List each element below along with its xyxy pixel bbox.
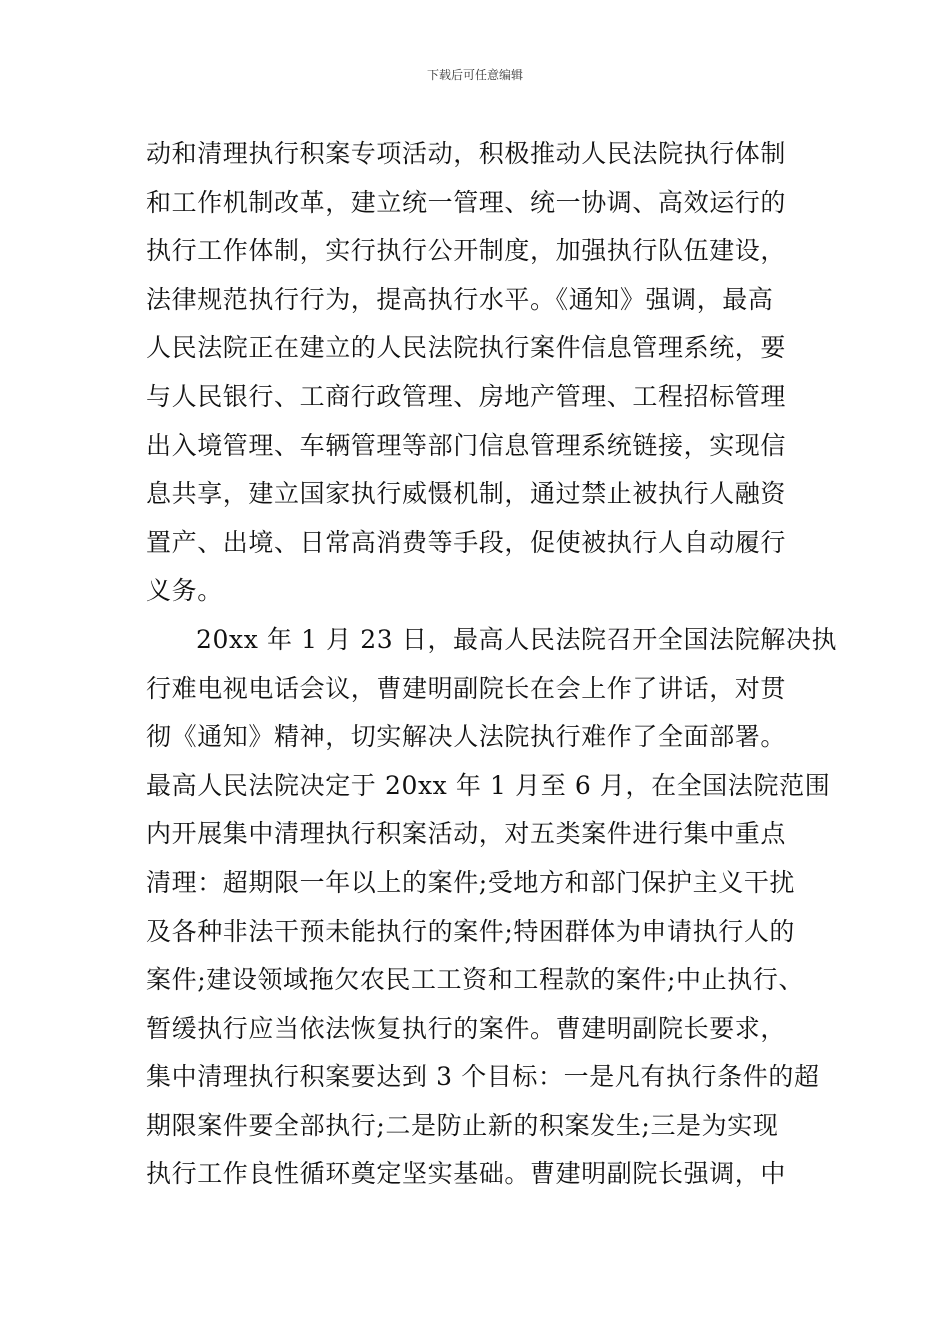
text-line: 及各种非法干预未能执行的案件;特困群体为申请执行人的 <box>146 916 796 946</box>
text-line: 法律规范执行行为，提高执行水平。《通知》强调，最高 <box>146 284 774 314</box>
text-line: 和工作机制改革，建立统一管理、统一协调、高效运行的 <box>146 187 787 217</box>
text-line: 与人民银行、工商行政管理、房地产管理、工程招标管理 <box>146 381 787 411</box>
text-line: 暂缓执行应当依法恢复执行的案件。曹建明副院长要求， <box>146 1013 787 1043</box>
text-line: 动和清理执行积案专项活动，积极推动人民法院执行体制 <box>146 139 787 168</box>
text-line: 案件;建设领域拖欠农民工工资和工程款的案件;中止执行、 <box>146 965 805 995</box>
text-line: 义务。 <box>146 576 223 606</box>
text-line: 期限案件要全部执行;二是防止新的积案发生;三是为实现 <box>146 1110 779 1140</box>
text-line: 出入境管理、车辆管理等部门信息管理系统链接，实现信 <box>146 430 787 460</box>
text-line: 清理：超期限一年以上的案件;受地方和部门保护主义干扰 <box>146 867 796 897</box>
page-header: 下载后可任意编辑 <box>426 68 523 82</box>
text-line: 息共享，建立国家执行威慑机制，通过禁止被执行人融资 <box>146 479 787 509</box>
text-line: 彻《通知》精神，切实解决人法院执行难作了全面部署。 <box>146 722 787 752</box>
text-line: 集中清理执行积案要达到 3 个目标：一是凡有执行条件的超 <box>146 1062 820 1092</box>
text-line: 行难电视电话会议，曹建明副院长在会上作了讲话，对贯 <box>146 673 787 703</box>
text-line: 置产、出境、日常高消费等手段，促使被执行人自动履行 <box>146 527 787 557</box>
paragraph-start-line: 20xx 年 1 月 23 日，最高人民法院召开全国法院解决执 <box>196 624 838 654</box>
text-line: 执行工作良性循环奠定坚实基础。曹建明副院长强调，中 <box>146 1159 787 1189</box>
document-body <box>146 130 838 1199</box>
text-line: 内开展集中清理执行积案活动，对五类案件进行集中重点 <box>146 819 787 849</box>
text-line: 人民法院正在建立的人民法院执行案件信息管理系统，要 <box>146 333 787 363</box>
text-line: 最高人民法院决定于 20xx 年 1 月至 6 月，在全国法院范围 <box>146 770 831 800</box>
text-line: 执行工作体制，实行执行公开制度，加强执行队伍建设， <box>146 236 787 266</box>
